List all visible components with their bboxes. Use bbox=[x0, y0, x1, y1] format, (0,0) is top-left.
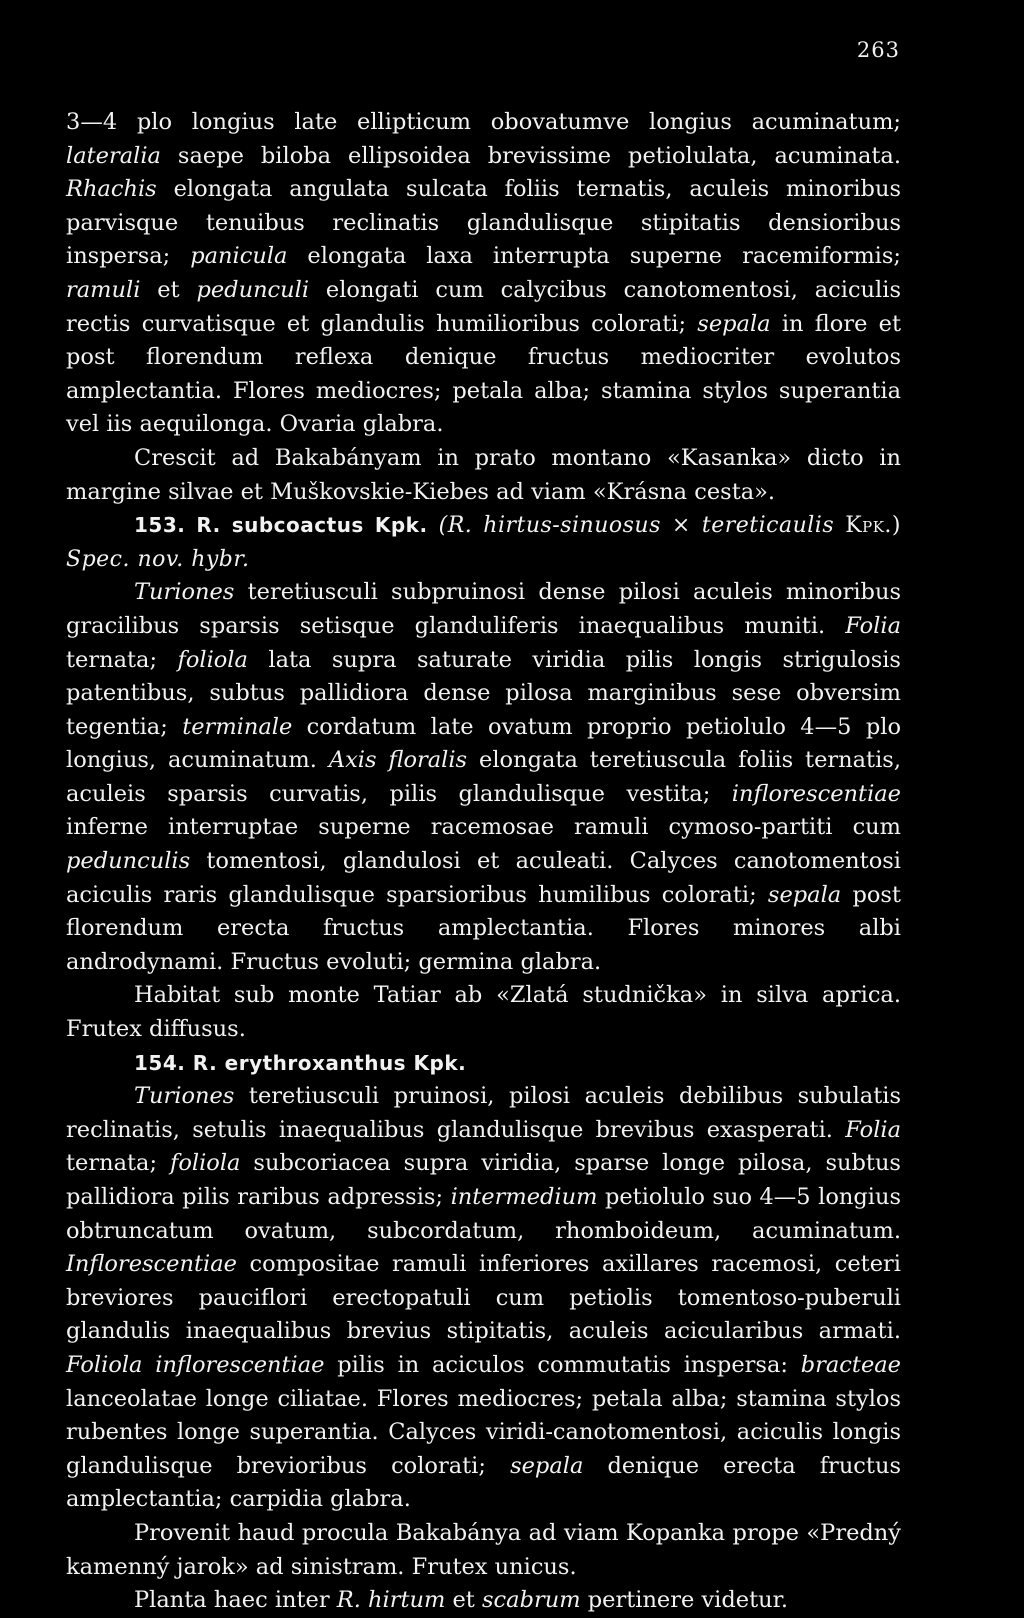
text-run: elongata teretiuscula foliis ternatis, aculeis sparsis curvatis, pilis glandulisque vestita; bbox=[66, 747, 901, 807]
text-run: ( bbox=[427, 513, 448, 539]
paragraph-species-153-description bbox=[66, 576, 901, 979]
text-run: R. hirtum bbox=[336, 1587, 446, 1614]
text-run: et bbox=[445, 1587, 483, 1614]
text-run: 3—4 plo longius late ellipticum obovatumve longius acuminatum; bbox=[66, 109, 901, 135]
text-run: lata supra saturate viridia pilis longis strigulosis patentibus, subtus pallidiora dense pilosa marginibus sese obversim tegentia; bbox=[66, 646, 901, 740]
text-run: foliola bbox=[170, 1150, 241, 1177]
text-run: petiolulo suo 4—5 longius obtruncatum ovatum, subcordatum, rhomboideum, acuminatum. bbox=[66, 1184, 901, 1244]
page-number: 263 bbox=[856, 38, 900, 62]
text-run: Turiones bbox=[134, 1083, 235, 1110]
text-run: sepala bbox=[697, 310, 771, 337]
text-run: elongata laxa interrupta superne racemiformis; bbox=[287, 243, 901, 270]
text-run: teretiusculi subpruinosi dense pilosi aculeis minoribus gracilibus sparsis setisque glanduliferis inaequalibus muniti. bbox=[66, 579, 901, 639]
text-run: Inflorescentiae bbox=[66, 1251, 237, 1278]
text-run: intermedium bbox=[450, 1184, 598, 1210]
text-run: Crescit ad Bakabányam in prato montano «Kasanka» dicto in margine silvae et Muškovskie-Kiebes ad viam «Krásna cesta». bbox=[66, 444, 901, 505]
text-run: post florendum erecta fructus amplectantia. Flores minores albi androdynami. Fructus evoluti; germina glabra. bbox=[66, 881, 901, 975]
text-run: tomentosi, glandulosi et aculeati. Calyces canotomentosi aciculis raris glandulisque sparsioribus humilibus colorati; bbox=[66, 848, 901, 908]
text-run: Turiones bbox=[134, 579, 235, 606]
text-run: Rhachis bbox=[66, 176, 157, 203]
text-run: foliola bbox=[177, 646, 248, 673]
text-run: lateralia bbox=[66, 142, 161, 169]
text-run: lanceolatae longe ciliatae. Flores mediocres; petala alba; stamina stylos rubentes longe superantia. Calyces viridi-canotomentosi, aciculis longis glandulisque brevioribus colorati; bbox=[66, 1385, 901, 1479]
heading-species-154 bbox=[66, 1047, 901, 1081]
text-run: Provenit haud procula Bakabánya ad viam Kopanka prope «Predný kamenný jarok» ad sinistram. Frutex unicus. bbox=[66, 1519, 901, 1580]
heading-species-153 bbox=[66, 509, 901, 576]
text-run: Foliola inflorescentiae bbox=[66, 1351, 325, 1378]
text-run: pertinere videtur. bbox=[580, 1587, 789, 1614]
text-run: Habitat sub monte Tatiar ab «Zlatá studnička» in silva aprica. Frutex diffusus. bbox=[66, 982, 901, 1043]
paragraph-species-153-habitat bbox=[66, 979, 901, 1046]
text-run bbox=[834, 513, 845, 538]
text-run: Kpk. bbox=[845, 513, 892, 539]
text-run: sepala bbox=[767, 881, 842, 908]
text-run: in flore et post florendum reflexa denique fructus mediocriter evolutos amplectantia. Flores mediocres; petala alba; stamina stylos superantia vel iis aequilonga. Ovaria glabra. bbox=[66, 310, 901, 438]
paragraph-species-154-note bbox=[66, 1584, 901, 1618]
text-run: ternata; bbox=[66, 646, 178, 673]
text-run: cordatum late ovatum proprio petiolulo 4—5 plo longius, acuminatum. bbox=[66, 713, 901, 774]
text-run: elongati cum calycibus canotomentosi, aciculis rectis curvatisque et glandulis humilioribus colorati; bbox=[66, 276, 901, 337]
text-run: panicula bbox=[190, 243, 288, 270]
text-run: bracteae bbox=[800, 1351, 901, 1378]
text-run: sepala bbox=[510, 1452, 584, 1479]
text-run: teretiusculi pruinosi, pilosi aculeis debilibus subulatis reclinatis, setulis inaequalibus glandulisque brevibus exasperati. bbox=[66, 1083, 901, 1143]
paragraph-species-152-description bbox=[66, 106, 901, 442]
text-run: 154. R. erythroxanthus Kpk. bbox=[134, 1050, 467, 1075]
text-run: R. hirtus-sinuosus × tereticaulis bbox=[447, 513, 835, 539]
text-run: ) bbox=[891, 513, 902, 539]
text-run: pedunculis bbox=[66, 848, 191, 875]
text-run: ramuli bbox=[66, 276, 141, 303]
text-run: Folia bbox=[845, 612, 901, 639]
text-run: Planta haec inter bbox=[134, 1587, 337, 1614]
text-run: Folia bbox=[845, 1116, 901, 1143]
paragraph-species-154-locality bbox=[66, 1517, 901, 1584]
text-run: compositae ramuli inferiores axillares racemosi, ceteri breviores pauciflori erectopatuli cum petiolis tomentoso-puberuli glandulis inaequalibus brevius stipitatis, aculeis acicularibus armati. bbox=[66, 1251, 901, 1345]
text-run: inflorescentiae bbox=[731, 780, 901, 807]
text-run: Spec. nov. hybr. bbox=[66, 546, 250, 572]
text-run: Axis floralis bbox=[328, 747, 468, 774]
text-run: ternata; bbox=[66, 1150, 171, 1177]
text-run: 153. R. subcoactus Kpk. bbox=[134, 513, 428, 538]
text-run: elongata angulata sulcata foliis ternatis, aculeis minoribus parvisque tenuibus reclinatis glandulisque stipitatis densioribus inspersa; bbox=[66, 176, 901, 270]
text-run: pedunculi bbox=[196, 276, 310, 303]
text-run: denique erecta fructus amplectantia; carpidia glabra. bbox=[66, 1452, 901, 1513]
text-run: pilis in aciculos commutatis inspersa: bbox=[324, 1351, 801, 1378]
text-run: terminale bbox=[182, 713, 293, 740]
text-run: saepe biloba ellipsoidea brevissime petiolulata, acuminata. bbox=[160, 142, 901, 169]
paragraph-species-154-description bbox=[66, 1080, 901, 1517]
text-run: et bbox=[140, 276, 197, 303]
text-run: scabrum bbox=[482, 1587, 581, 1614]
text-body bbox=[66, 106, 901, 1618]
paragraph-species-152-locality bbox=[66, 442, 901, 509]
text-run: subcoriacea supra viridia, sparse longe pilosa, subtus pallidiora pilis raribus adpressis; bbox=[66, 1150, 901, 1210]
text-run: inferne interruptae superne racemosae ramuli cymoso-partiti cum bbox=[66, 814, 901, 841]
